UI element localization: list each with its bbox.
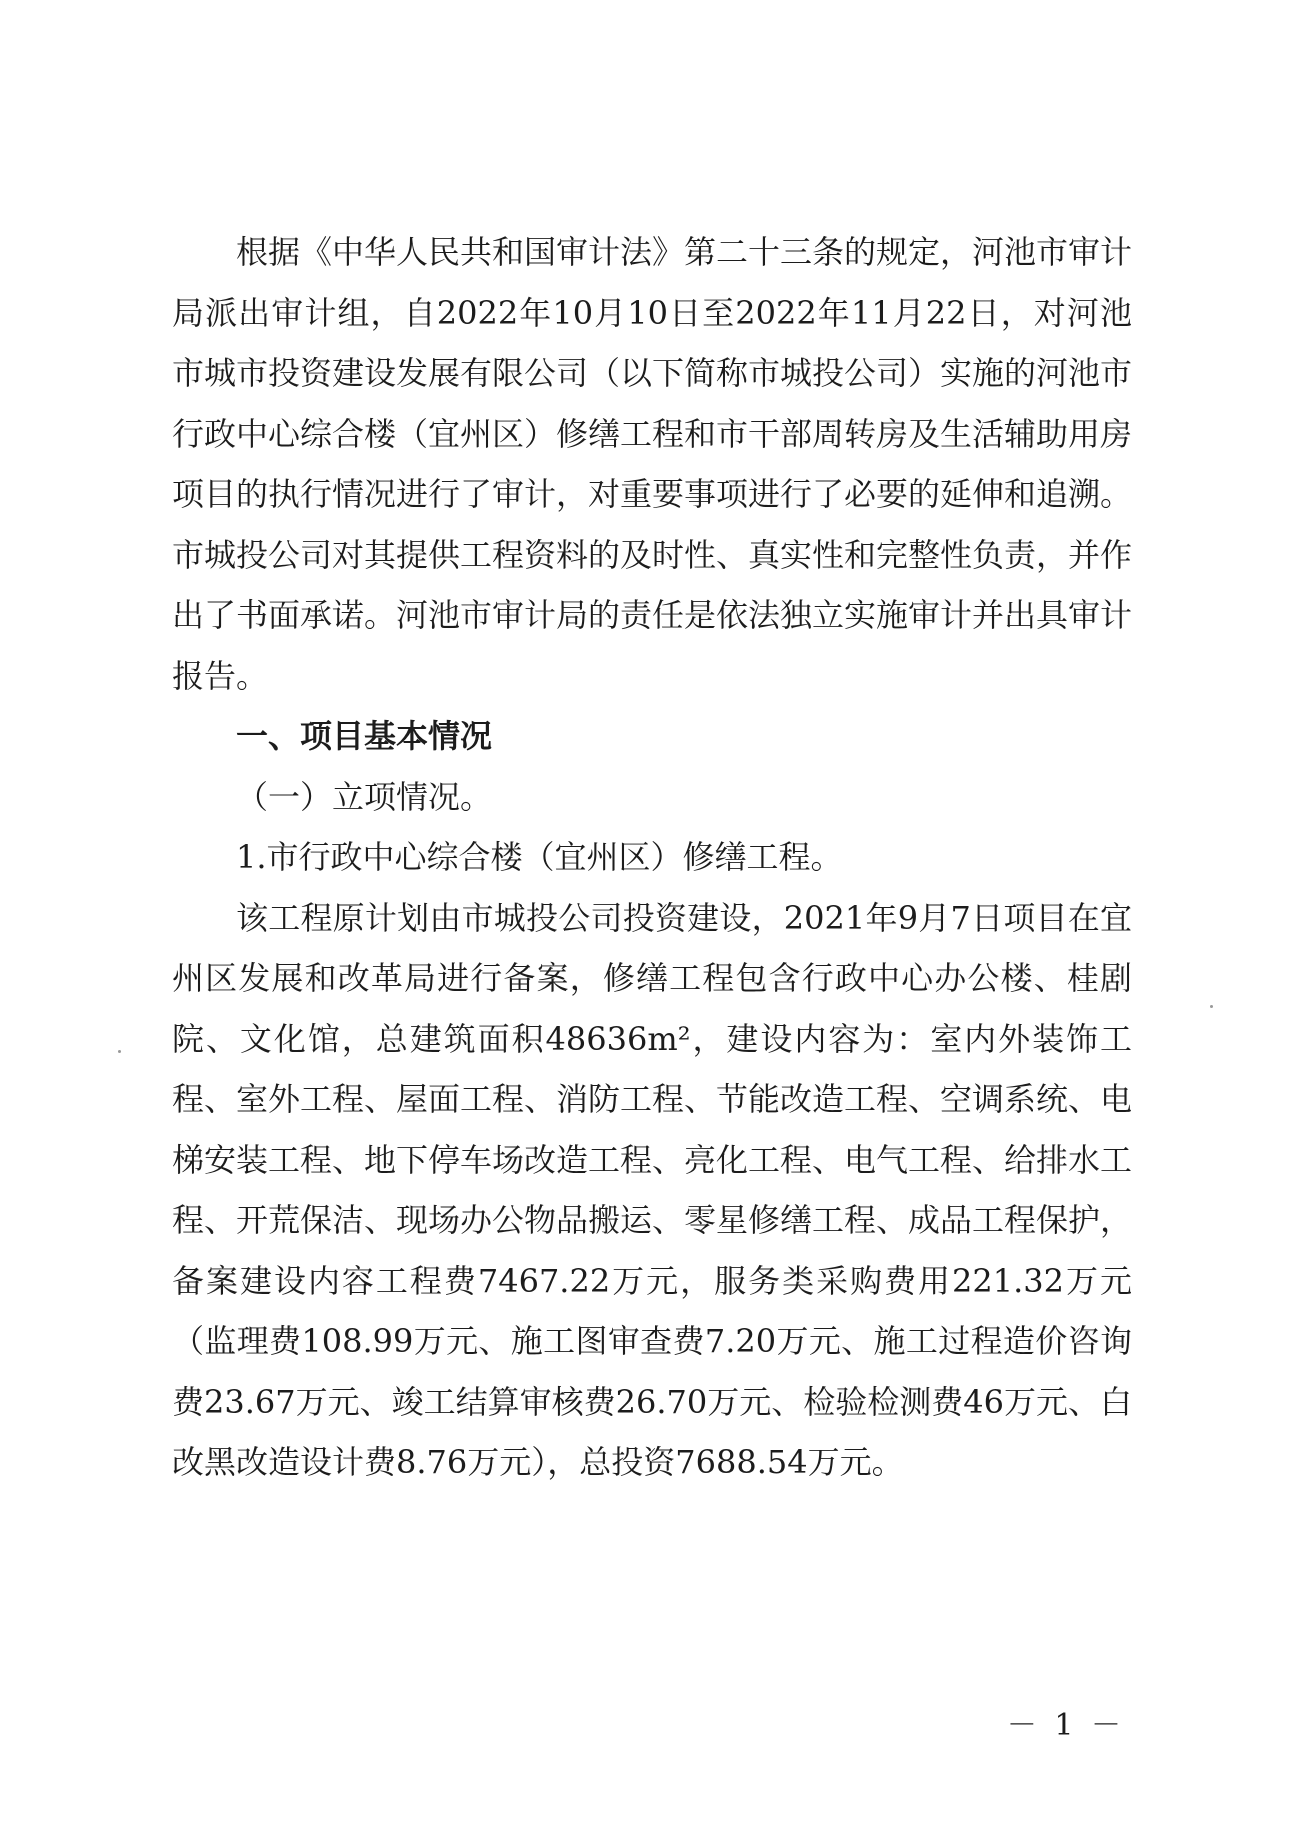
scan-speck xyxy=(118,1050,121,1053)
page-number: － 1 － xyxy=(1006,1708,1125,1743)
section-heading: 一、项目基本情况 xyxy=(236,717,493,755)
scan-speck xyxy=(1210,1005,1213,1008)
item-heading: 1.市行政中心综合楼（宜州区）修缮工程。 xyxy=(236,838,843,876)
document-body xyxy=(172,222,1132,1493)
body-paragraph: 该工程原计划由市城投公司投资建设，2021年9月7日项目在宜州区发展和改革局进行备案，修缮工程包含行政中心办公楼、桂剧院、文化馆，总建筑面积48636m²，建设内容为：室内外装饰工程、室外工程、屋面工程、消防工程、节能改造工程、空调系统、电梯安装工程、地下停车场改造工程、亮化工程、电气工程、给排水工程、开荒保洁、现场办公物品搬运、零星修缮工程、成品工程保护，备案建设内容工程费7467.22万元，服务类采购费用221.32万元（监理费108.99万元、施工图审查费7.20万元、施工过程造价咨询费23.67万元、竣工结算审核费26.70万元、检验检测费46万元、白改黑改造设计费8.76万元），总投资7688.54万元。 xyxy=(172,898,1133,1481)
intro-paragraph: 根据《中华人民共和国审计法》第二十三条的规定，河池市审计局派出审计组，自2022年10月10日至2022年11月22日，对河池市城市投资建设发展有限公司（以下简称市城投公司）实施的河池市行政中心综合楼（宜州区）修缮工程和市干部周转房及生活辅助用房项目的执行情况进行了审计，对重要事项进行了必要的延伸和追溯。市城投公司对其提供工程资料的及时性、真实性和完整性负责，并作出了书面承诺。河池市审计局的责任是依法独立实施审计并出具审计报告。 xyxy=(172,233,1133,695)
subsection-heading: （一）立项情况。 xyxy=(236,777,493,816)
